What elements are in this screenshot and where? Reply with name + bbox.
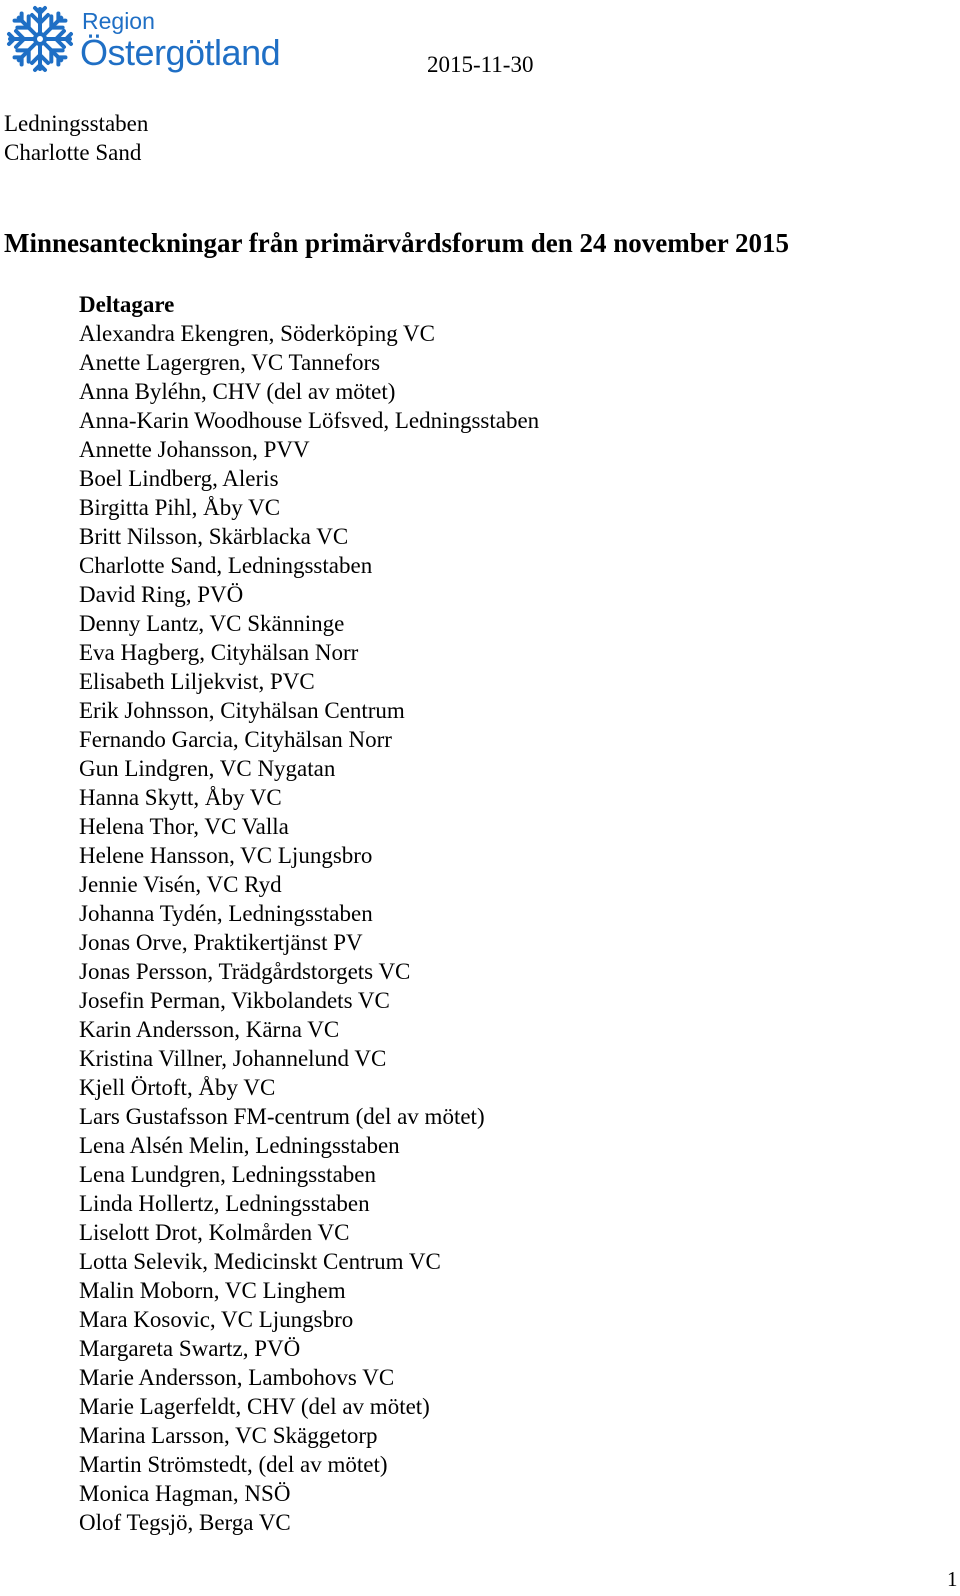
logo-text-ostergotland: Östergötland	[80, 32, 281, 73]
participant-item: Johanna Tydén, Ledningsstaben	[79, 901, 373, 926]
participant-item: Malin Moborn, VC Linghem	[79, 1278, 346, 1303]
participant-item: Charlotte Sand, Ledningsstaben	[79, 553, 373, 578]
participant-item: Hanna Skytt, Åby VC	[79, 785, 282, 810]
participant-item: Anna Byléhn, CHV (del av mötet)	[79, 379, 396, 404]
page-number: 1	[947, 1567, 958, 1591]
participant-item: Lena Alsén Melin, Ledningsstaben	[79, 1133, 400, 1158]
participant-item: Birgitta Pihl, Åby VC	[79, 495, 281, 520]
participant-item: Margareta Swartz, PVÖ	[79, 1336, 301, 1361]
snowflake-logo-icon	[3, 2, 77, 76]
participant-item: Annette Johansson, PVV	[79, 437, 310, 462]
participant-item: Erik Johnsson, Cityhälsan Centrum	[79, 698, 405, 723]
participants-heading: Deltagare	[79, 292, 175, 317]
participant-item: Olof Tegsjö, Berga VC	[79, 1510, 291, 1535]
participant-item: Helene Hansson, VC Ljungsbro	[79, 843, 373, 868]
participant-item: Linda Hollertz, Ledningsstaben	[79, 1191, 370, 1216]
participants-section	[79, 290, 539, 1537]
participant-item: Kjell Örtoft, Åby VC	[79, 1075, 276, 1100]
participant-item: Marie Andersson, Lambohovs VC	[79, 1365, 395, 1390]
participant-item: Jennie Visén, VC Ryd	[79, 872, 282, 897]
participant-item: Karin Andersson, Kärna VC	[79, 1017, 340, 1042]
participant-item: Fernando Garcia, Cityhälsan Norr	[79, 727, 392, 752]
document-date: 2015-11-30	[427, 52, 534, 77]
participant-item: Elisabeth Liljekvist, PVC	[79, 669, 315, 694]
participant-item: Marie Lagerfeldt, CHV (del av mötet)	[79, 1394, 430, 1419]
participant-item: Kristina Villner, Johannelund VC	[79, 1046, 387, 1071]
participant-list	[79, 319, 539, 1537]
participant-item: Helena Thor, VC Valla	[79, 814, 289, 839]
participant-item: Denny Lantz, VC Skänninge	[79, 611, 345, 636]
participant-item: Jonas Persson, Trädgårdstorgets VC	[79, 959, 411, 984]
participant-item: Lars Gustafsson FM-centrum (del av mötet)	[79, 1104, 485, 1129]
participant-item: Josefin Perman, Vikbolandets VC	[79, 988, 390, 1013]
logo-text-region: Region	[82, 8, 155, 34]
participant-item: Martin Strömstedt, (del av mötet)	[79, 1452, 388, 1477]
participant-item: Marina Larsson, VC Skäggetorp	[79, 1423, 378, 1448]
participant-item: Britt Nilsson, Skärblacka VC	[79, 524, 349, 549]
sender-name: Charlotte Sand	[4, 140, 142, 165]
participant-item: Eva Hagberg, Cityhälsan Norr	[79, 640, 359, 665]
participant-item: Liselott Drot, Kolmården VC	[79, 1220, 350, 1245]
participant-item: Lena Lundgren, Ledningsstaben	[79, 1162, 376, 1187]
sender-department: Ledningsstaben	[4, 111, 149, 136]
participant-item: Anna-Karin Woodhouse Löfsved, Ledningsstaben	[79, 408, 540, 433]
sender-block	[4, 109, 148, 167]
region-ostergotland-logo	[3, 2, 303, 76]
participant-item: David Ring, PVÖ	[79, 582, 244, 607]
participant-item: Jonas Orve, Praktikertjänst PV	[79, 930, 363, 955]
participant-item: Gun Lindgren, VC Nygatan	[79, 756, 336, 781]
participant-item: Alexandra Ekengren, Söderköping VC	[79, 321, 435, 346]
participant-item: Lotta Selevik, Medicinskt Centrum VC	[79, 1249, 441, 1274]
page-title: Minnesanteckningar från primärvårdsforum den 24 november 2015	[4, 228, 789, 258]
participant-item: Monica Hagman, NSÖ	[79, 1481, 291, 1506]
participant-item: Boel Lindberg, Aleris	[79, 466, 279, 491]
participant-item: Anette Lagergren, VC Tannefors	[79, 350, 381, 375]
participant-item: Mara Kosovic, VC Ljungsbro	[79, 1307, 354, 1332]
